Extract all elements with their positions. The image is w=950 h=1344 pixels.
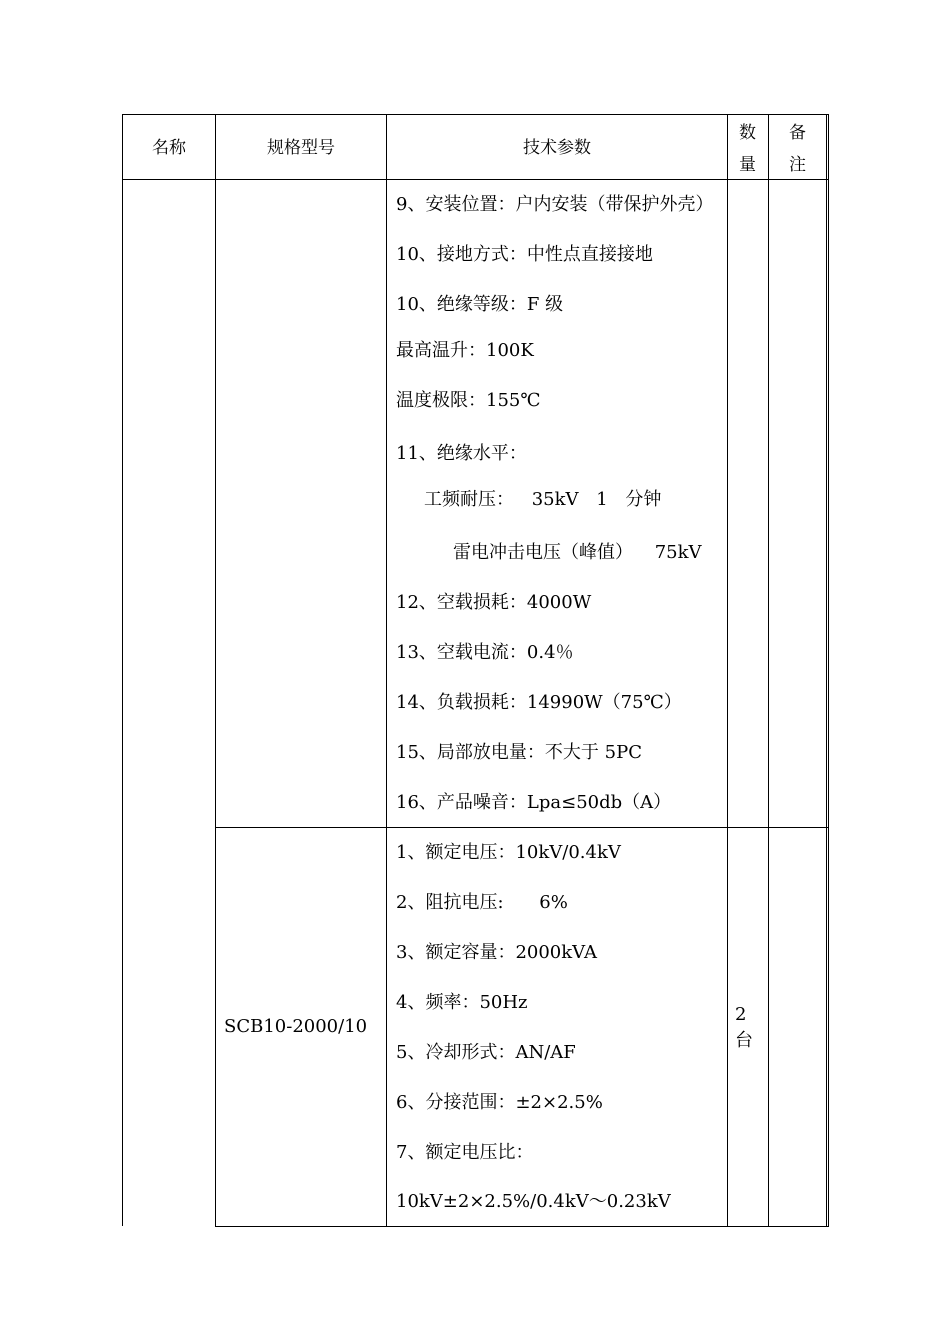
left-border <box>122 114 123 1226</box>
param-line: 5、冷却形式：AN/AF <box>396 1042 576 1063</box>
param-line: 13、空载电流：0.4％ <box>396 642 574 663</box>
param-line: 16、产品噪音：Lpa≤50db（A） <box>396 792 672 813</box>
param-line: 12、空载损耗：4000W <box>396 592 592 613</box>
header-model: 规格型号 <box>267 138 335 158</box>
table-top-border <box>122 114 829 115</box>
col-divider-params <box>727 114 728 1227</box>
param-line: 最高温升：100K <box>396 340 534 361</box>
col-divider-qty <box>768 114 769 1227</box>
header-remark-line2: 注 <box>789 155 806 175</box>
col-divider-name <box>215 114 216 1227</box>
header-qty-line1: 数 <box>739 123 756 143</box>
right-border-outer <box>828 114 829 1227</box>
row-divider <box>215 827 829 828</box>
param-line: 1、额定电压：10kV/0.4kV <box>396 842 621 863</box>
header-qty-line2: 量 <box>739 155 756 175</box>
param-line: 4、频率：50Hz <box>396 992 528 1013</box>
param-line: 10kV±2×2.5%/0.4kV～0.23kV <box>396 1191 671 1212</box>
header-remark-line1: 备 <box>789 123 806 143</box>
right-border-inner <box>826 114 827 1227</box>
model-value: SCB10-2000/10 <box>224 1016 368 1037</box>
param-line: 14、负载损耗：14990W（75℃） <box>396 692 682 713</box>
header-bottom-border <box>122 179 829 180</box>
param-line: 2、阻抗电压: 6% <box>396 892 568 913</box>
header-name: 名称 <box>152 138 186 158</box>
param-line: 9、安装位置：户内安装（带保护外壳） <box>396 194 714 215</box>
param-line: 3、额定容量：2000kVA <box>396 942 597 963</box>
param-line: 6、分接范围：±2×2.5% <box>396 1092 603 1113</box>
col-divider-model <box>386 114 387 1227</box>
param-line: 温度极限：155℃ <box>396 390 541 411</box>
param-line: 10、接地方式：中性点直接接地 <box>396 244 653 265</box>
param-line: 10、绝缘等级：F 级 <box>396 294 564 315</box>
param-line: 11、绝缘水平： <box>396 443 527 464</box>
header-params: 技术参数 <box>523 138 591 158</box>
param-line: 工频耐压： 35kV 1 分钟 <box>424 489 662 510</box>
qty-value-line1: 2 <box>735 1004 747 1025</box>
param-line: 7、额定电压比： <box>396 1142 534 1163</box>
param-line: 15、局部放电量：不大于 5PC <box>396 742 642 763</box>
qty-value-line2: 台 <box>735 1030 753 1051</box>
table-bottom-border <box>215 1226 829 1227</box>
param-line: 雷电冲击电压（峰值） 75kV <box>453 542 702 563</box>
